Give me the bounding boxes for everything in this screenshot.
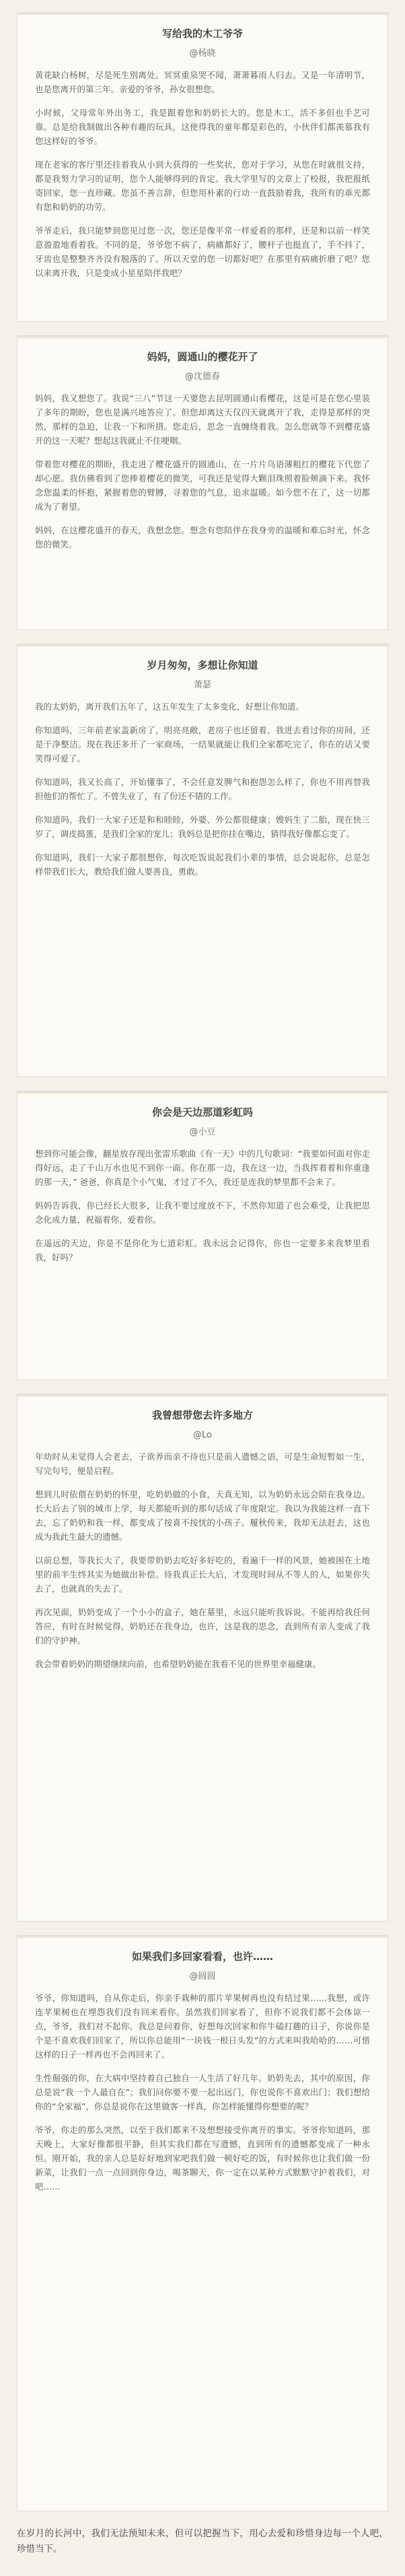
paragraph: 我会带着奶奶的期望继续向前，也希望奶奶能在我看不见的世界里幸福健康。 [35, 1659, 322, 1669]
card-title: 如果我们多回家看看，也许…… [131, 1951, 273, 1963]
card-title: 我曾想带您去许多地方 [151, 1409, 253, 1421]
card-top-bar [17, 1936, 388, 1938]
card-title: 妈妈，圆通山的樱花开了 [147, 351, 258, 363]
card-author: @圆圆 [189, 1971, 216, 1981]
paragraph: 你知道吗，我们一大家子都很想你，每次吃饭说起我们小辈的事情，总会说起你，总是怎样带我们长大，教给我们做人要善良，勇敢。 [35, 852, 370, 877]
paragraph: 在遥远的天边，你是不是你化为七道彩虹。我永远会记得你，你也一定要多来我梦里看我，好吗？ [35, 1238, 370, 1262]
paragraph: 年幼时从未觉得人会老去，子欲养而亲不待也只是前人遗憾之语，可是生命短暂如一生，写完句号，便是启程。 [35, 1452, 370, 1476]
paragraph: 想到你可能会像，翻星放存现出张雷乐歌曲《有一天》中的几句歌词：“我要如何面对你走得好远，走了千山万水也见不到你一面。你在那一边，我在这一边，当我挥着着和你重逢的那一天，” 爸爸，你真是个小气鬼，才过了不久，我还是连我的梦里都不会来了。 [35, 1149, 370, 1187]
letter-card-5 [17, 1394, 388, 1922]
card-author: 萧瑟 [193, 680, 211, 690]
card-top-bar [17, 336, 388, 338]
paragraph: 生性倔强的你，在大病中坚持着自己独自一人生活了好几年。奶奶先去，其中的原因，你总是说“我一个人最自在”；我们问你要不要一起出远门，你也说你不喜欢出门；我们想给你的“全家福”，你总是说你在这里做客一样真，你怎样能懂得你想要的呢？ [35, 2073, 370, 2111]
paragraph: 你知道吗，三年前老家盖新房了，明亮亮敞，老房子也还留着，我进去看过你的房间，还是干净整洁。现在我还多开了一家商场，一结果就能让我们全家都吃完了，你在的话又要笑得可爱了。 [35, 725, 370, 764]
card-title: 写给我的木工爷爷 [161, 28, 243, 40]
paragraph: 妈妈，在这樱花盛开的春天，我想念您。想念有您陪伴在我身旁的温暖和难忘时光，怀念您的微笑。 [35, 525, 370, 549]
card-top-bar [17, 644, 388, 646]
letter-card-3 [17, 644, 388, 1077]
closing-text: 在岁月的长河中，我们无法预知未来，但可以把握当下，用心去爱和珍惜身边每一个人吧，珍惜当下。 [17, 2528, 388, 2554]
card-top-bar [17, 1091, 388, 1093]
paragraph: 小时候，父母常年外出务工，我是跟着您和奶奶长大的。您是木工，活不多但也手艺可靠。总是给我制做出各种有趣的玩具，这使得我的童年都是彩色的，小伙伴们都羡慕我有您这样好的爷爷。 [35, 108, 370, 146]
paragraph: 再次见面，奶奶变成了一个小小的盒子，她在墓里，永远只能听我诉说。不能再给我任何答应，有时在时候觉得，奶奶还在我身边，也许，这是我的思念，直到所有亲人变成了我们的守护神。 [35, 1607, 370, 1646]
paragraph: 你知道吗，我又长高了，开始懂事了，不会任意发脾气和抱怨怎么样了，你也不用再替我担他们的帮忙了。不曾失业了，有了份还不错的工作。 [35, 777, 370, 801]
paragraph: 以前总想，等我长大了，我要带奶奶去吃好多好吃的，看遍千一样的风景，她被困在土地里的前半生终其实为她做出补偿。待我真正长大后，才发现时间从不等人的人，如果你失去了，也就真的失去了。 [35, 1555, 370, 1594]
letter-card-6 [17, 1935, 388, 2511]
paragraph: 带着您对樱花的期盼，我走进了樱花盛开的圆通山，在一片片鸟语薄粗红的樱花下代您了却心愿。我仿佛看到了您捧着樱花的微笑，可我还是觉得大颗泪珠照着脸颊滴下来。我怀念您温柔的怀抱，紧握着您的臂膊，寻着您的气息，追求温暖。如今您不在了，这一切都成为了奢望。 [35, 459, 370, 512]
card-author: @小豆 [189, 1127, 216, 1137]
letter-card-2 [17, 335, 388, 630]
paragraph: 妈妈告诉我，你已经长大很多，让我不要过度放不下，不然你知道了也会难受，让我把思念化成力量，祝福着你，爱着你。 [35, 1200, 370, 1225]
paragraph: 黄花缺白杨树，尽是死生别离处。冥冥重泉哭不闻，萧萧暮雨人归去。又是一年清明节，也是您离开的第三年。亲爱的爷爷，孙女很想您。 [35, 70, 370, 94]
letter-card-1 [17, 12, 388, 322]
card-top-bar [17, 13, 388, 15]
card-top-bar [17, 1394, 388, 1396]
paragraph: 想到儿时依偎在奶奶的怀里，吃奶奶做的小食，天真无知，以为奶奶永远会陪在我身边。长大后去了别的城市上学，每天都能听到的那句话成了年度限定。我以为我能这样一直下去，忘了奶奶和我一样，都变成了按喜不按忧的小孩子。履秋传来，我却无法赶去，这也成为我此生最大的遗憾。 [35, 1489, 370, 1542]
card-author: @沈德春 [184, 372, 220, 382]
paragraph: 现在老家的客厅里还挂着我从小到大获得的一些奖状，您对于学习，从您在时就很支持，都是我努力学习的证明，您个人能够得到的肯定。我大学里写的文章上了校报，我把报纸寄回家，您一直珍藏。您虽不善言辞，但您用朴素的行动一直鼓励着我，我所有的乖光都有您和奶奶的功劳。 [35, 160, 370, 212]
letter-card-4 [17, 1091, 388, 1380]
paragraph: 爷爷走后，我只能梦到您见过您一次，您还是像平常一样爱看的那样，还是和以前一样笑意盈盈地看着我。不同的是，爷爷您不病了，病痛都好了，腰杆子也挺直了，手不抖了，牙齿也是整整齐齐没有脱落的了。所以天堂的您一切都好吧？在那里有病痛折磨了吧？您以来离开我，只是变成小星星陪伴我吧？ [35, 226, 370, 278]
card-title: 岁月匆匆，多想让你知道 [147, 659, 258, 671]
paragraph: 爷爷，你知道吗，自从你走后，你亲手栽种的那片苹果树再也没有结过果……我想，或许连苹果树也在埋怨我们没有回来看你。虽然我们回家看了，但你不说我们都不会体谅一点，爷爷，我们对不起你。我总是问着你，好想每次回家和你牛磕打趣的日子，你说你是个是不喜欢我们回家了，所以你总能用“一块钱一根日头发”的方式来叫我哈哈的……可惜这样的日子一样再也不会再回来了。 [35, 1993, 370, 2060]
card-title: 你会是天边那道彩虹吗 [151, 1106, 253, 1118]
paragraph: 你知道吗，我们一大家子还是和和睦睦，外婆、外公都很健康；嫂妈生了二胎，现在快三岁了，调皮捣蛋，是我们全家的宠儿；我妈总是把你挂在嘴边，猜得我好像都忘变了。 [35, 815, 370, 839]
paragraph: 爷爷，你走的那么突然，以至于我们都来不及想想接受你离开的事实。爷爷你知道吗，那天晚上，大家好像都很平静，但其实我们都在写遗憾，直到所有的遗憾都变成了一种永恒。刚开始，我的亲人总是好好地到家吧我们做一顿好吃的饭，有时候你也让我们做一份新菜，让我们一点一点回到你身边，喝茶聊天，你一定在以某种方式默默守护着我们，对吧…… [35, 2125, 370, 2192]
card-author: @Lo [193, 1430, 212, 1440]
paragraph: 我的太奶奶，离开我们五年了，这五年发生了太多变化，好想让你知道。 [35, 702, 305, 712]
paragraph: 妈妈，我又想您了。我说“三八”节这一天要您去昆明圆通山看樱花，这是可是在您心里装了多年的期盼，您也是满兴地答应了。但您却离这天仅四天就离开了我，走得是那样的突然，那样的急迫，让我一下和所措。您走后，思念一直缠绕着我。怎么您就等不到樱花盛开的这一天呢？想起这我就止不住哽咽。 [35, 393, 370, 446]
card-author: @杨晓 [189, 48, 216, 59]
